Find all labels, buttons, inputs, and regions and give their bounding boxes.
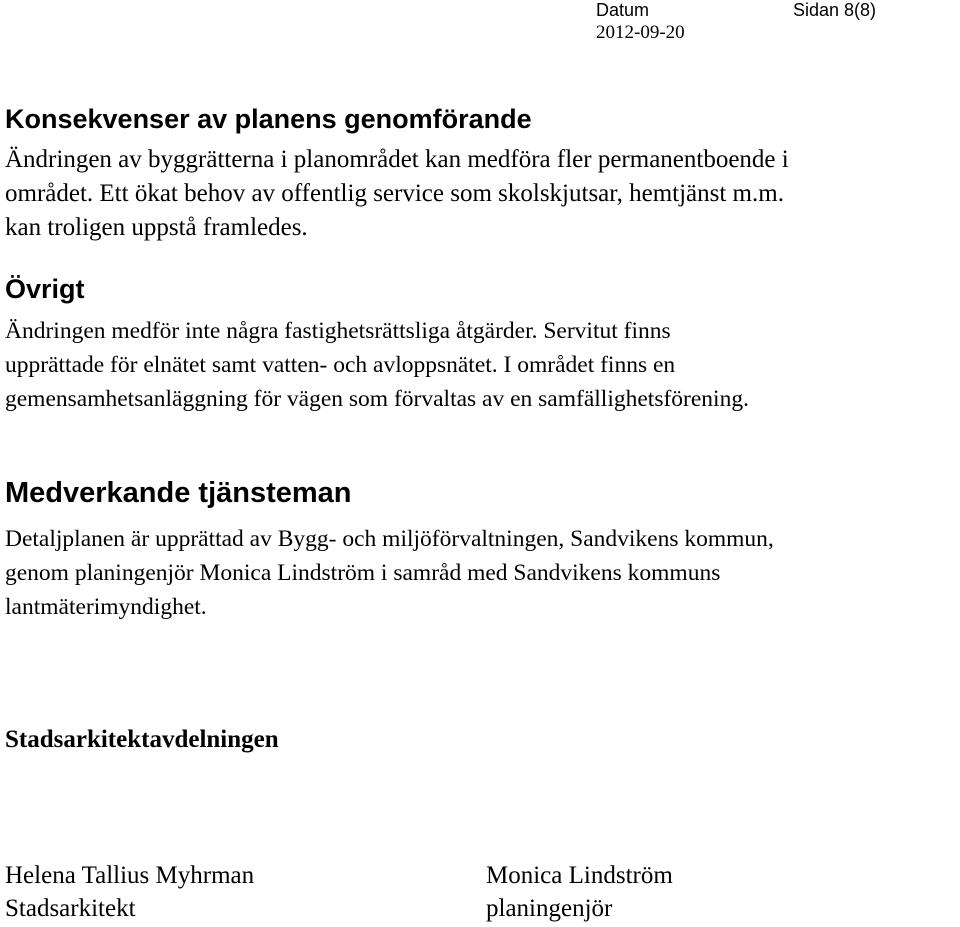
section-heading-konsekvenser: Konsekvenser av planens genomförande — [5, 104, 532, 134]
body-line: kan troligen uppstå framledes. — [5, 214, 308, 241]
section-body-konsekvenser — [5, 143, 789, 245]
department-name: Stadsarkitektavdelningen — [5, 726, 279, 753]
body-line: Ändringen medför inte några fastighetsrättsliga åtgärder. Servitut finns — [5, 318, 671, 344]
body-line: området. Ett ökat behov av offentlig service som skolskjutsar, hemtjänst m.m. — [5, 180, 784, 207]
signature-block-left — [5, 859, 254, 925]
signatory-title: planingenjör — [486, 895, 613, 922]
signatory-title: Stadsarkitekt — [5, 895, 136, 922]
page-number: Sidan 8(8) — [793, 0, 877, 20]
signatory-name: Helena Tallius Myhrman — [5, 862, 255, 889]
section-body-medverkande — [5, 522, 774, 624]
section-heading-ovrigt: Övrigt — [5, 274, 85, 304]
body-line: gemensamhetsanläggning för vägen som förvaltas av en samfällighetsförening. — [5, 386, 749, 412]
body-line: lantmäterimyndighet. — [5, 594, 207, 620]
document-date: 2012-09-20 — [596, 22, 685, 43]
signatory-name: Monica Lindström — [486, 862, 673, 889]
body-line: Ändringen av byggrätterna i planområdet kan medföra fler permanentboende i — [5, 146, 789, 173]
body-line: genom planingenjör Monica Lindström i samråd med Sandvikens kommuns — [5, 560, 721, 586]
body-line: Detaljplanen är upprättad av Bygg- och miljöförvaltningen, Sandvikens kommun, — [5, 526, 774, 552]
section-body-ovrigt — [5, 314, 749, 416]
section-heading-medverkande: Medverkande tjänsteman — [5, 477, 352, 509]
signature-block-right — [486, 859, 673, 925]
datum-label: Datum — [596, 0, 650, 20]
body-line: upprättade för elnätet samt vatten- och avloppsnätet. I området finns en — [5, 352, 676, 378]
